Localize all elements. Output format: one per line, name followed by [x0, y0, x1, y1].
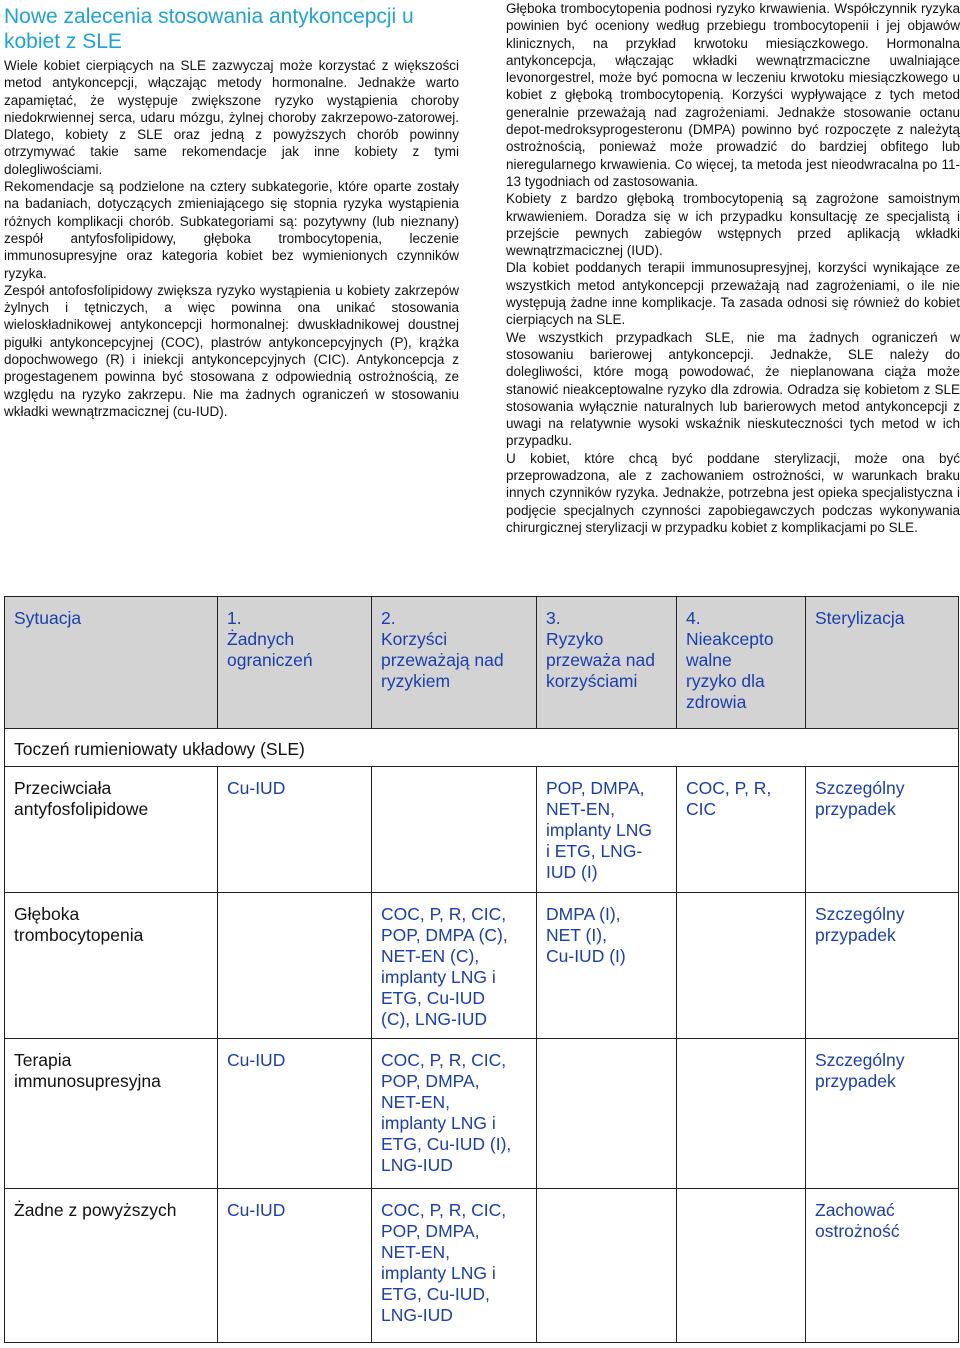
row-1-cat-1: Cu-IUD: [218, 767, 372, 893]
table-row: [5, 767, 959, 893]
row-4-cat-2: COC, P, R, CIC, POP, DMPA, NET-EN, implanty LNG i ETG, Cu-IUD, LNG-IUD: [372, 1189, 537, 1343]
header-category-3: 3. Ryzyko przeważa nad korzyściami: [537, 597, 677, 729]
left-column: [4, 0, 459, 420]
row-2-cat-4: [677, 893, 806, 1039]
row-3-cat-3: [537, 1039, 677, 1189]
table-row: [5, 1189, 959, 1343]
right-column: [506, 0, 960, 536]
header-category-2: 2. Korzyści przeważają nad ryzykiem: [372, 597, 537, 729]
row-1-cat-3: POP, DMPA, NET-EN, implanty LNG i ETG, LNG- IUD (I): [537, 767, 677, 893]
right-paragraph-5: U kobiet, które chcą być poddane sterylizacji, może ona być przeprowadzona, ale z zachowaniem ostrożności, w warunkach braku innych czynników ryzyka. Jednakże, potrzebna jest opieka specjalistyczna i podjęcie specjalnych czynności zapobiegawczych podczas wykonywania chirurgicznej sterylizacji w przypadku kobiet z komplikacjami po SLE.: [506, 450, 960, 535]
row-3-cat-4: [677, 1039, 806, 1189]
row-2-cat-1: [218, 893, 372, 1039]
left-paragraph-1: Wiele kobiet cierpiących na SLE zazwyczaj może korzystać z większości metod antykoncepcji, włączając metody hormonalne. Jednakże warto zapamiętać, że występuje zwiększone ryzyko wystąpienia choroby niedokrwiennej serca, udaru mózgu, żylnej choroby zakrzepowo-zatorowej. Dlatego, kobiety z SLE oraz jedną z powyższych chorób powinny otrzymywać takie same rekomendacje jak inne kobiety z tymi dolegliwościami.: [4, 58, 459, 177]
header-category-4: 4. Nieakcepto walne ryzyko dla zdrowia: [677, 597, 806, 729]
row-1-situation: Przeciwciała antyfosfolipidowe: [5, 767, 218, 893]
row-4-cat-3: [537, 1189, 677, 1343]
row-2-cat-2: COC, P, R, CIC, POP, DMPA (C), NET-EN (C), implanty LNG i ETG, Cu-IUD (C), LNG-IUD: [372, 893, 537, 1039]
row-4-cat-1: Cu-IUD: [218, 1189, 372, 1343]
right-paragraph-4: We wszystkich przypadkach SLE, nie ma żadnych ograniczeń w stosowaniu barierowej antykoncepcji. Jednakże, SLE należy do dolegliwości, które mogą powodować, że nieplanowana ciąża może stanowić nieakceptowalne ryzyko dla zdrowia. Odradza się kobietom z SLE stosowania wyłącznie naturalnych lub barierowych metod antykoncepcji z uwagi na relatywnie wysoki wskaźnik nieskuteczności tych metod w ich przypadku.: [506, 329, 960, 449]
table-header-row: [5, 597, 959, 729]
row-3-cat-1: Cu-IUD: [218, 1039, 372, 1189]
row-4-cat-4: [677, 1189, 806, 1343]
contraception-table: [4, 596, 959, 1343]
table-row: [5, 893, 959, 1039]
header-category-1: 1. Żadnych ograniczeń: [218, 597, 372, 729]
row-2-cat-3: DMPA (I), NET (I), Cu-IUD (I): [537, 893, 677, 1039]
left-paragraph-2: Rekomendacje są podzielone na cztery subkategorie, które oparte zostały na badaniach, dotyczących zmieniającego się stopnia ryzyka wystąpienia różnych komplikacji chorób. Subkategoriami są: pozytywny (lub nieznany) zespół antyfosfolipidowy, głęboka trombocytopenia, leczenie immunosupresyjne oraz kategoria kobiet bez wymienionych czynników ryzyka.: [4, 179, 459, 281]
row-2-situation: Głęboka trombocytopenia: [5, 893, 218, 1039]
row-1-cat-2: [372, 767, 537, 893]
row-4-situation: Żadne z powyższych: [5, 1189, 218, 1343]
header-sterilization: Sterylizacja: [806, 597, 959, 729]
row-3-sterilization: Szczególny przypadek: [806, 1039, 959, 1189]
row-1-sterilization: Szczególny przypadek: [806, 767, 959, 893]
row-2-sterilization: Szczególny przypadek: [806, 893, 959, 1039]
row-3-cat-2: COC, P, R, CIC, POP, DMPA, NET-EN, implanty LNG i ETG, Cu-IUD (I), LNG-IUD: [372, 1039, 537, 1189]
table-section-row: [5, 729, 959, 767]
document-title: Nowe zalecenia stosowania antykoncepcji u kobiet z SLE: [4, 5, 414, 53]
left-paragraph-3: Zespół antofosfolipidowy zwiększa ryzyko wystąpienia u kobiety zakrzepów żylnych i tętniczych, a więc powinna ona unikać stosowania wieloskładnikowej antykoncepcji hormonalnej: dwuskładnikowej doustnej pigułki antykoncepcyjnej (COC), plastrów antykoncepcyjnych (P), krążka dopochwowego (R) i iniekcji antykoncepcyjnych (CIC). Antykoncepcja z progestagenem powinna być stosowana z odpowiednią ostrożnością, ze względu na ryzyko zakrzepu. Nie ma żadnych ograniczeń w stosowaniu wkładki wewnątrzmacicznej (cu-IUD).: [4, 282, 459, 419]
row-4-sterilization: Zachować ostrożność: [806, 1189, 959, 1343]
right-paragraph-2: Kobiety z bardzo głęboką trombocytopenią są zagrożone samoistnym krwawieniem. Doradza się w ich przypadku konsultację ze specjalistą i przejście pewnych zabiegów wstępnych przed aplikacją wkładki wewnątrzmacicznej (IUD).: [506, 191, 960, 259]
right-paragraph-3: Dla kobiet poddanych terapii immunosupresyjnej, korzyści wynikające ze wszystkich metod antykoncepcji przeważają nad zagrożeniami, o ile nie występują żadne inne komplikacje. Ta zasada odnosi się również do kobiet cierpiących na SLE.: [506, 260, 960, 328]
section-label: Toczeń rumieniowaty układowy (SLE): [5, 729, 959, 767]
header-situation: Sytuacja: [5, 597, 218, 729]
row-3-situation: Terapia immunosupresyjna: [5, 1039, 218, 1189]
table-row: [5, 1039, 959, 1189]
row-1-cat-4: COC, P, R, CIC: [677, 767, 806, 893]
right-paragraph-1: Głęboka trombocytopenia podnosi ryzyko krwawienia. Współczynnik ryzyka powinien być oceniony według przebiegu trombocytopenii i jej objawów klinicznych, na przykład krwotoku miesiączkowego. Hormonalna antykoncepcja, włączając wkładki wewnątrzmaciczne uwalniające levonorgestrel, może być pomocna w leczeniu krwotoku miesiączkowego u kobiet z głęboką trombocytopenią. Korzyści wypływające z tych metod generalnie przeważają nad zagrożeniami. Jednakże stosowanie octanu depot-medroksyprogesteronu (DMPA) powinno być rozpoczęte z należytą ostrożnością, ponieważ może prowadzić do bardziej obfitego lub nieregularnego krwawienia. Co więcej, ta metoda jest nieodwracalna po 11- 13 tygodniach od zastosowania.: [506, 1, 960, 189]
